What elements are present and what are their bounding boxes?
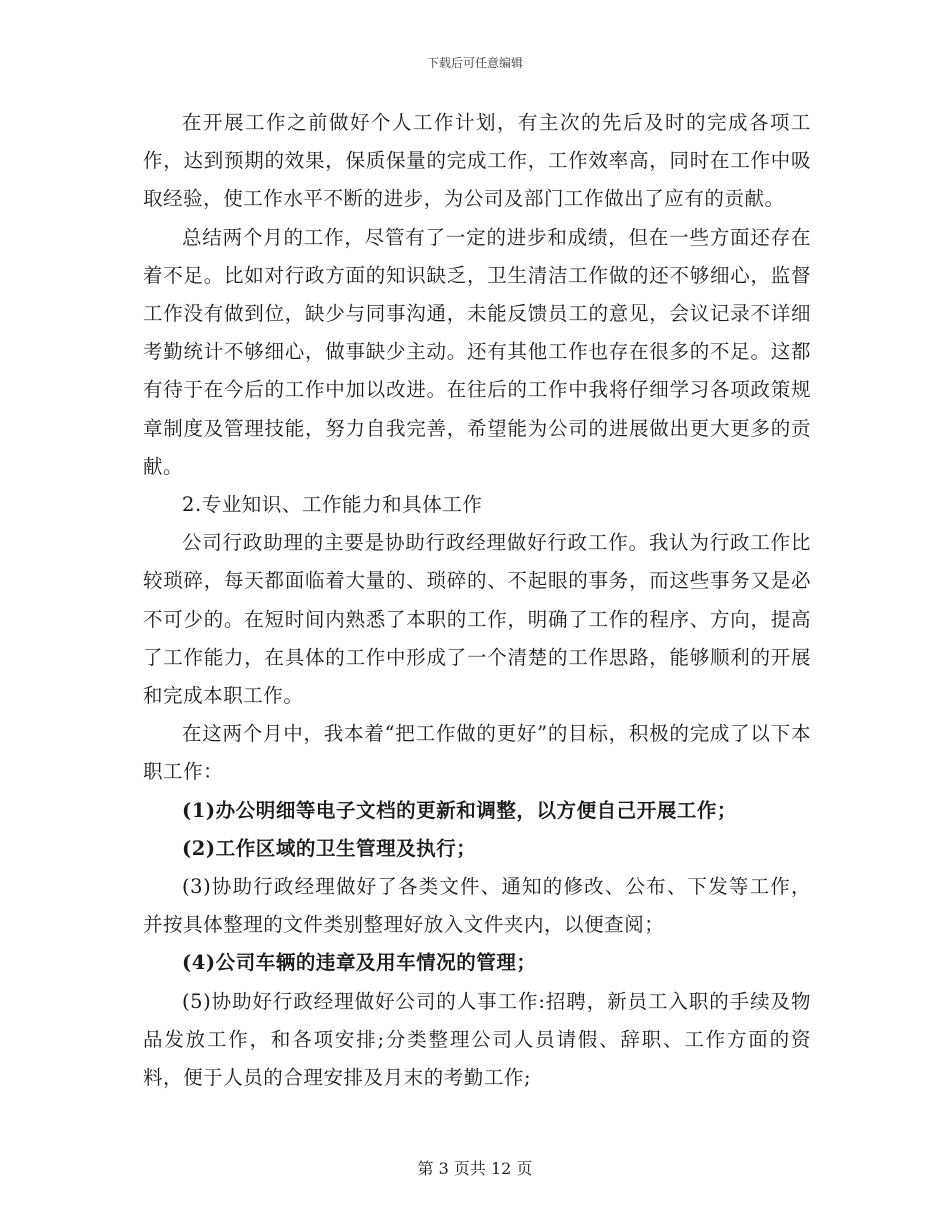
list-item: (1)办公明细等电子文档的更新和调整，以方便自己开展工作； (182, 798, 737, 822)
paragraph: 在开展工作之前做好个人工作计划，有主次的先后及时的完成各项工作，达到预期的效果，保质保量的完成工作，工作效率高，同时在工作中吸取经验，使工作水平不断的进步，为公司及部门工作做出了应有的贡献。 (143, 111, 811, 211)
document-body (143, 104, 811, 1097)
page-header: 下载后可任意编辑 (426, 56, 523, 70)
list-item: (5)协助好行政经理做好公司的人事工作:招聘，新员工入职的手续及物品发放工作，和各项安排;分类整理公司人员请假、辞职、工作方面的资料，便于人员的合理安排及月末的考勤工作; (143, 989, 811, 1090)
list-item: (2)工作区域的卫生管理及执行； (182, 836, 477, 860)
paragraph: 在这两个月中，我本着“把工作做的更好”的目标，积极的完成了以下本职工作： (143, 722, 811, 784)
page-footer: 第 3 页共 12 页 (417, 1159, 533, 1178)
section-heading: 2.专业知识、工作能力和具体工作 (182, 493, 483, 517)
paragraph: 公司行政助理的主要是协助行政经理做好行政工作。我认为行政工作比较琐碎，每天都面临着大量的、琐碎的、不起眼的事务，而这些事务又是必不可少的。在短时间内熟悉了本职的工作，明确了工作的程序、方向，提高了工作能力，在具体的工作中形成了一个清楚的工作思路，能够顺利的开展和完成本职工作。 (143, 531, 811, 708)
list-item: (4)公司车辆的违章及用车情况的管理； (182, 951, 537, 975)
list-item: (3)协助行政经理做好了各类文件、通知的修改、公布、下发等工作，并按具体整理的文件类别整理好放入文件夹内，以便查阅； (143, 875, 811, 937)
paragraph: 总结两个月的工作，尽管有了一定的进步和成绩，但在一些方面还存在着不足。比如对行政方面的知识缺乏，卫生清洁工作做的还不够细心，监督工作没有做到位，缺少与同事沟通，未能反馈员工的意见，会议记录不详细考勤统计不够细心，做事缺少主动。还有其他工作也存在很多的不足。这都有待于在今后的工作中加以改进。在往后的工作中我将仔细学习各项政策规章制度及管理技能，努力自我完善，希望能为公司的进展做出更大更多的贡献。 (143, 225, 811, 478)
